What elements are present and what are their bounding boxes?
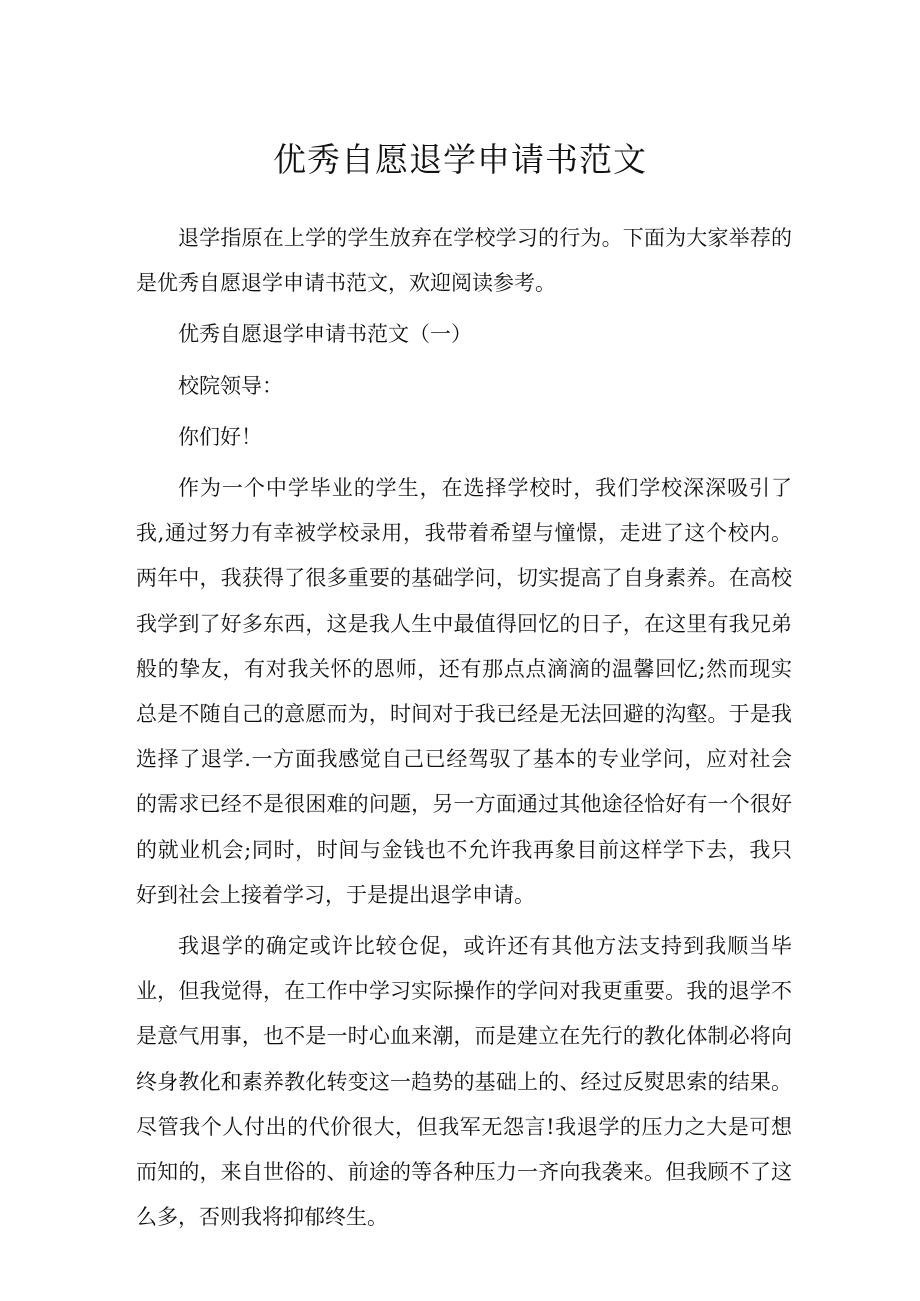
body-paragraph: 我退学的确定或许比较仓促，或许还有其他方法支持到我顺当毕业，但我觉得，在工作中学习实际操作的学问对我更重要。我的退学不是意气用事，也不是一时心血来潮，而是建立在先行的教化体制必将向终身教化和素养教化转变这一趋势的基础上的、经过反熨思索的结果。尽管我个人付出的代价很大，但我军无怨言!我退学的压力之大是可想而知的，来自世俗的、前途的等各种压力一齐向我袭来。但我顾不了这么多，否则我将抑郁终生。 <box>136 934 792 1230</box>
body-paragraph: 作为一个中学毕业的学生，在选择学校时，我们学校深深吸引了我,通过努力有幸被学校录用，我带着希望与憧憬，走进了这个校内。两年中，我获得了很多重要的基础学问，切实提高了自身素养。在高校我学到了好多东西，这是我人生中最值得回忆的日子，在这里有我兄弟般的挚友，有对我关怀的恩师，还有那点点滴滴的温馨回忆;然而现实总是不随自己的意愿而为，时间对于我已经是无法回避的沟壑。于是我选择了退学.一方面我感觉自己已经驾驭了基本的专业学问，应对社会的需求已经不是很困难的问题，另一方面通过其他途径恰好有一个很好的就业机会;同时，时间与金钱也不允许我再象目前这样学下去，我只好到社会上接着学习，于是提出退学申请。 <box>136 476 792 907</box>
document-body <box>136 216 792 1240</box>
salutation: 校院领导： <box>178 373 283 398</box>
document-title: 优秀自愿退学申请书范文 <box>273 140 647 179</box>
greeting: 你们好！ <box>178 424 262 449</box>
intro-paragraph: 退学指原在上学的学生放弃在学校学习的行为。下面为大家举荐的是优秀自愿退学申请书范文，欢迎阅读参考。 <box>136 226 792 296</box>
section-heading: 优秀自愿退学申请书范文（一） <box>178 322 472 347</box>
